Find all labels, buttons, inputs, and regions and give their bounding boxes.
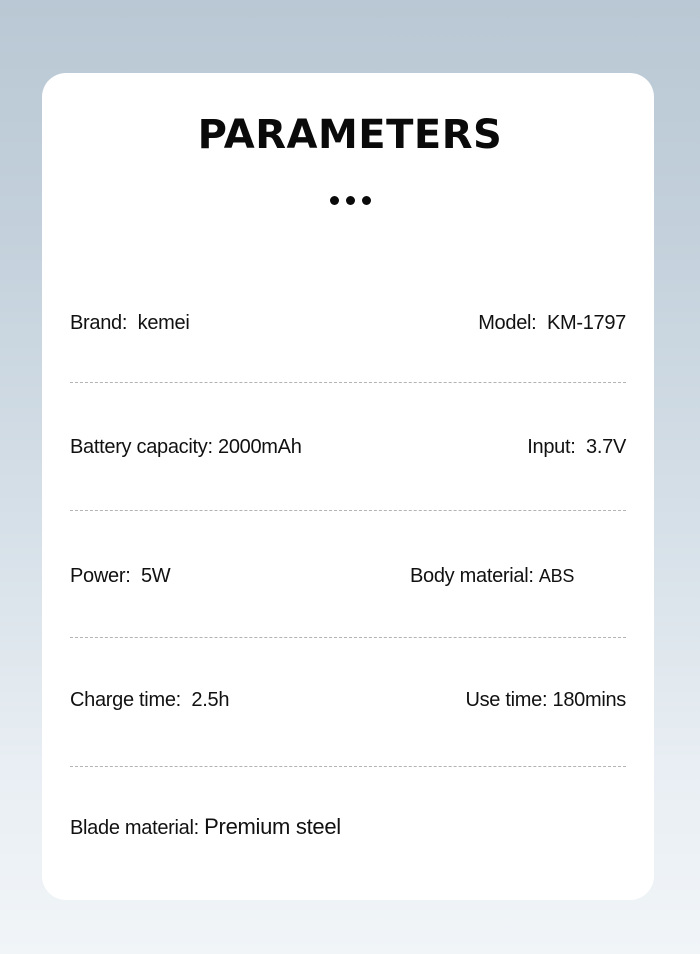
param-value: 5W [140,565,171,587]
dot-icon [330,196,339,205]
dot-icon [346,196,355,205]
param-model [478,312,626,335]
param-power [70,565,170,588]
param-value: KM-1797 [546,312,626,334]
param-row-2 [70,436,626,466]
param-value: 2.5h [191,689,230,711]
param-value: ABS [538,566,575,586]
param-brand [70,312,190,335]
divider [70,382,626,383]
param-input [527,436,626,459]
param-value: Premium steel [204,814,341,839]
param-label: Charge time: [70,689,181,711]
param-label: Battery capacity: [70,436,213,458]
param-value: kemei [137,312,190,334]
ellipsis-decoration [0,196,700,205]
dot-icon [362,196,371,205]
param-label: Body material: [410,565,534,587]
divider [70,637,626,638]
param-value: 3.7V [586,436,626,458]
divider [70,766,626,767]
param-value: 180mins [552,689,626,711]
param-label: Input: [527,436,576,458]
param-value: 2000mAh [218,436,302,458]
param-row-3 [70,565,626,595]
page-title: PARAMETERS [197,112,503,158]
param-charge-time [70,689,229,712]
param-row-4 [70,689,626,719]
param-label: Brand: [70,312,128,334]
param-row-5 [70,814,626,844]
param-body-material [410,565,574,588]
param-row-1 [70,312,626,342]
param-label: Power: [70,565,131,587]
param-use-time [465,689,626,712]
param-label: Use time: [465,689,548,711]
divider [70,510,626,511]
param-label: Model: [478,312,537,334]
param-label: Blade material: [70,817,199,839]
param-blade-material [70,814,341,840]
param-battery-capacity [70,436,302,459]
